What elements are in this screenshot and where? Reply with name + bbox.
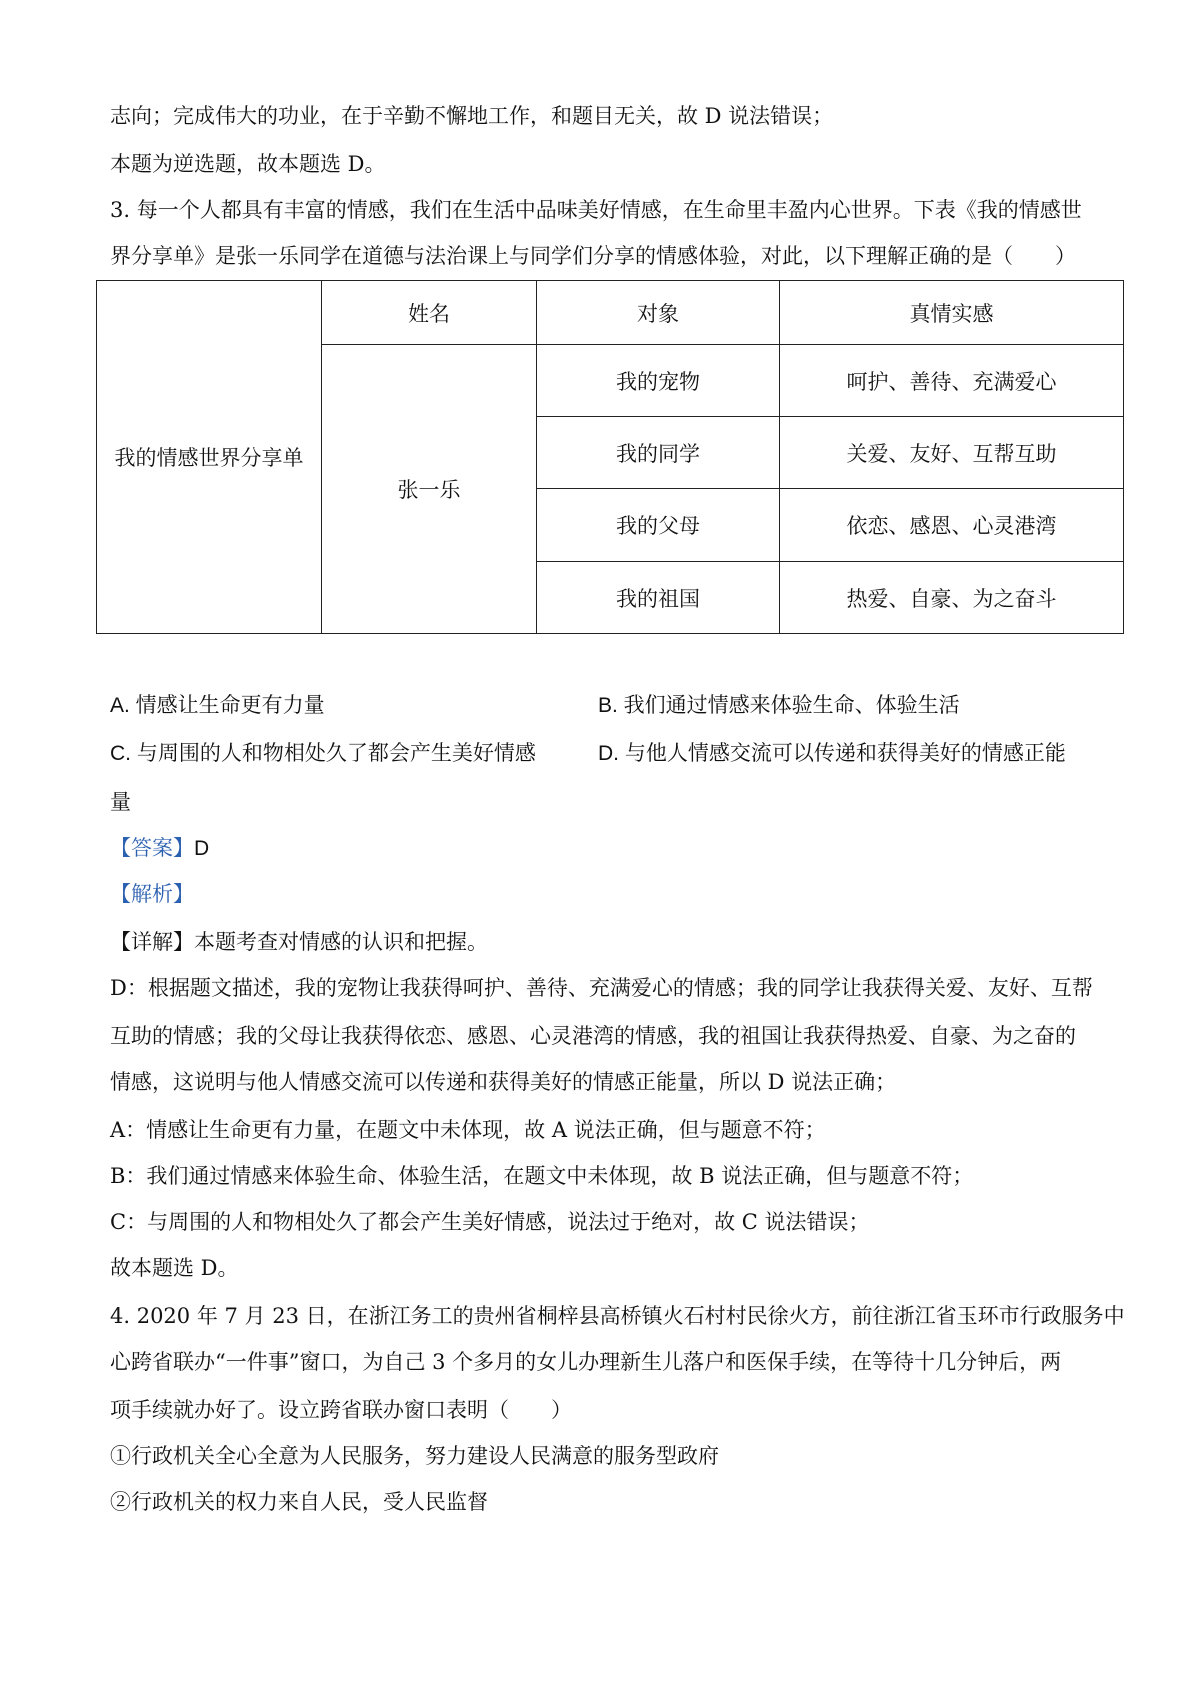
text-line: 志向；完成伟大的功业，在于辛勤不懈地工作，和题目无关，故 D 说法错误； <box>110 104 834 128</box>
detail-line: B：我们通过情感来体验生命、体验生活，在题文中未体现，故 B 说法正确，但与题意不符； <box>110 1164 974 1188</box>
analysis-label: 【解析】 <box>110 882 194 906</box>
answer-label: 【答案】 <box>110 836 194 860</box>
option-a: A. 情感让生命更有力量 <box>110 694 325 717</box>
feeling-cell: 依恋、感恩、心灵港湾 <box>780 489 1124 562</box>
option-b: B. 我们通过情感来体验生命、体验生活 <box>598 694 960 717</box>
answer-line <box>110 834 209 863</box>
header-object: 对象 <box>537 281 780 345</box>
object-cell: 我的父母 <box>537 489 780 562</box>
object-cell: 我的同学 <box>537 417 780 489</box>
option-c: C. 与周围的人和物相处久了都会产生美好情感 <box>110 742 536 765</box>
detail-line: 故本题选 D。 <box>110 1256 239 1280</box>
header-feeling: 真情实感 <box>780 281 1124 345</box>
answer-value: D <box>194 837 210 860</box>
detail-line: 互助的情感；我的父母让我获得依恋、感恩、心灵港湾的情感，我的祖国让我获得热爱、自豪、为之奋的 <box>110 1024 1076 1048</box>
emotion-share-table <box>96 280 1124 634</box>
question-4-stem: 4. 2020 年 7 月 23 日，在浙江务工的贵州省桐梓县高桥镇火石村村民徐火方，前往浙江省玉环市行政服务中 <box>110 1304 1125 1328</box>
detail-line: C：与周围的人和物相处久了都会产生美好情感，说法过于绝对，故 C 说法错误； <box>110 1210 870 1234</box>
option-d-wrap: 量 <box>110 790 131 814</box>
question-4-stem: 心跨省联办“一件事”窗口，为自己 3 个多月的女儿办理新生儿落户和医保手续，在等待十几分钟后，两 <box>110 1350 1062 1374</box>
detail-line: D：根据题文描述，我的宠物让我获得呵护、善待、充满爱心的情感；我的同学让我获得关爱、友好、互帮 <box>110 976 1093 1000</box>
question-3-stem: 界分享单》是张一乐同学在道德与法治课上与同学们分享的情感体验，对此，以下理解正确的是（ ） <box>110 244 1076 268</box>
statement-1: ①行政机关全心全意为人民服务，努力建设人民满意的服务型政府 <box>110 1444 719 1468</box>
feeling-cell: 呵护、善待、充满爱心 <box>780 345 1124 417</box>
question-4-stem: 项手续就办好了。设立跨省联办窗口表明（ ） <box>110 1398 572 1422</box>
statement-2: ②行政机关的权力来自人民，受人民监督 <box>110 1490 488 1514</box>
table-title-cell: 我的情感世界分享单 <box>97 281 322 634</box>
detail-line: 【详解】本题考查对情感的认识和把握。 <box>110 930 488 954</box>
object-cell: 我的祖国 <box>537 562 780 634</box>
object-cell: 我的宠物 <box>537 345 780 417</box>
feeling-cell: 热爱、自豪、为之奋斗 <box>780 562 1124 634</box>
question-3-stem: 3. 每一个人都具有丰富的情感，我们在生活中品味美好情感，在生命里丰盈内心世界。下表《我的情感世 <box>110 198 1082 222</box>
feeling-cell: 关爱、友好、互帮互助 <box>780 417 1124 489</box>
student-name-cell: 张一乐 <box>322 345 537 634</box>
option-d: D. 与他人情感交流可以传递和获得美好的情感正能 <box>598 742 1066 765</box>
detail-line: A：情感让生命更有力量，在题文中未体现，故 A 说法正确，但与题意不符； <box>110 1118 826 1142</box>
text-line: 本题为逆选题，故本题选 D。 <box>110 152 386 176</box>
header-name: 姓名 <box>322 281 537 345</box>
detail-line: 情感，这说明与他人情感交流可以传递和获得美好的情感正能量，所以 D 说法正确； <box>110 1070 897 1094</box>
